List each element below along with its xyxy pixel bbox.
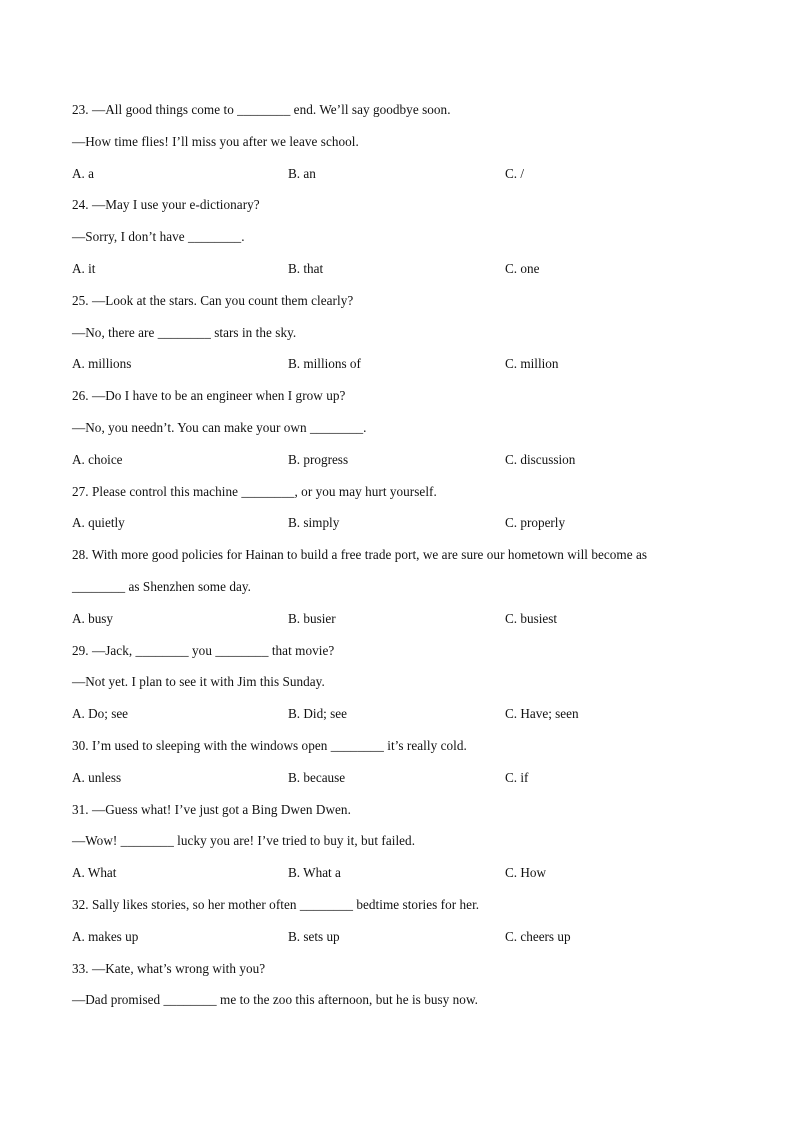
answer-options (72, 513, 722, 545)
option-c: C. discussion (505, 451, 576, 467)
option-b: B. sets up (288, 928, 340, 944)
answer-options (72, 609, 722, 641)
option-a: A. Do; see (72, 706, 129, 722)
answer-options (72, 863, 722, 895)
question-text: 23. —All good things come to ________ end. We’ll say goodbye soon. (72, 102, 451, 117)
option-b: B. busier (288, 610, 336, 626)
question-24 (72, 195, 722, 290)
answer-options (72, 450, 722, 482)
answer-options (72, 768, 722, 800)
option-b: B. an (288, 165, 316, 181)
option-a: A. unless (72, 769, 122, 785)
question-text: —Wow! ________ lucky you are! I’ve tried to buy it, but failed. (72, 833, 416, 849)
answer-options (72, 259, 722, 291)
question-text: —No, there are ________ stars in the sky. (72, 324, 297, 340)
question-text: 24. —May I use your e-dictionary? (72, 197, 260, 213)
question-text: 26. —Do I have to be an engineer when I grow up? (72, 388, 346, 404)
option-a: A. What (72, 865, 117, 881)
question-text: —Dad promised ________ me to the zoo this afternoon, but he is busy now. (72, 992, 479, 1008)
option-c: C. million (505, 356, 559, 372)
question-31 (72, 800, 722, 895)
option-c: C. properly (505, 515, 566, 531)
question-text: —How time flies! I’ll miss you after we leave school. (72, 133, 359, 149)
question-text: —Not yet. I plan to see it with Jim this Sunday. (72, 674, 325, 690)
question-text: ________ as Shenzhen some day. (72, 578, 252, 594)
question-29 (72, 641, 722, 736)
question-text: 28. With more good policies for Hainan to build a free trade port, we are sure our hometown will become as (72, 547, 648, 563)
option-a: A. busy (72, 610, 114, 626)
question-text: —Sorry, I don’t have ________. (72, 229, 245, 245)
question-26 (72, 386, 722, 481)
answer-options (72, 354, 722, 386)
option-a: A. it (72, 260, 96, 276)
option-c: C. one (505, 260, 540, 276)
question-27 (72, 482, 722, 546)
option-a: A. quietly (72, 515, 125, 531)
question-text: 27. Please control this machine ________, or you may hurt yourself. (72, 483, 437, 499)
option-a: A. a (72, 165, 94, 181)
option-b: B. that (288, 260, 324, 276)
question-text: —No, you needn’t. You can make your own ________. (72, 419, 367, 435)
question-30 (72, 736, 722, 800)
question-text: 29. —Jack, ________ you ________ that movie? (72, 642, 335, 658)
question-23 (72, 100, 722, 195)
option-b: B. simply (288, 515, 340, 531)
option-a: A. choice (72, 451, 123, 467)
option-c: C. How (505, 865, 547, 881)
option-b: B. because (288, 769, 346, 785)
answer-options (72, 927, 722, 959)
option-a: A. millions (72, 356, 132, 372)
question-text: 32. Sally likes stories, so her mother often ________ bedtime stories for her. (72, 896, 480, 912)
option-c: C. cheers up (505, 928, 571, 944)
option-b: B. What a (288, 865, 341, 881)
option-c: C. busiest (505, 610, 558, 626)
option-b: B. millions of (288, 356, 361, 372)
option-c: C. / (505, 165, 525, 181)
option-c: C. if (505, 769, 529, 785)
question-text: 31. —Guess what! I’ve just got a Bing Dwen Dwen. (72, 801, 351, 817)
option-c: C. Have; seen (505, 706, 579, 722)
option-b: B. Did; see (288, 706, 347, 722)
question-text: 33. —Kate, what’s wrong with you? (72, 960, 266, 976)
question-25 (72, 291, 722, 386)
option-b: B. progress (288, 451, 349, 467)
question-32 (72, 895, 722, 959)
question-28 (72, 545, 722, 640)
question-list (72, 100, 722, 1022)
question-text: 25. —Look at the stars. Can you count them clearly? (72, 292, 354, 308)
option-a: A. makes up (72, 928, 139, 944)
answer-options (72, 704, 722, 736)
question-33 (72, 959, 722, 1023)
question-text: 30. I’m used to sleeping with the windows open ________ it’s really cold. (72, 737, 467, 753)
answer-options (72, 164, 722, 196)
